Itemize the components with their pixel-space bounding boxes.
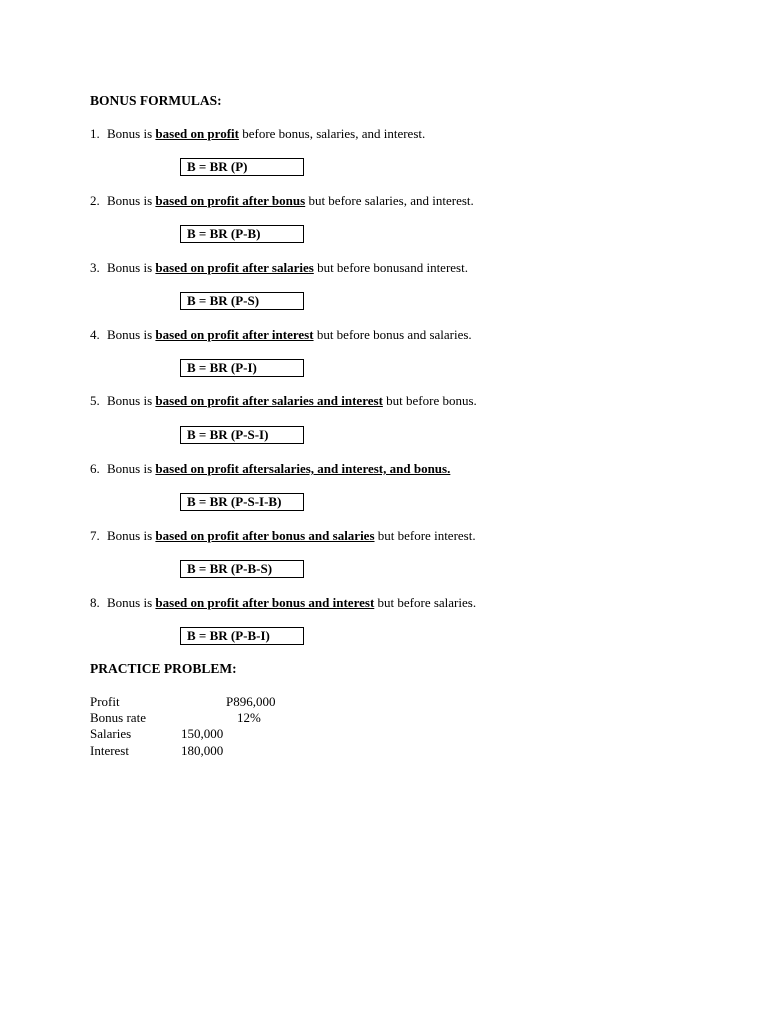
item-suffix: but before bonus. xyxy=(382,393,477,408)
item-prefix: Bonus is xyxy=(107,126,156,141)
formula-item-5 xyxy=(90,393,477,409)
item-basis: based on profit xyxy=(155,126,239,141)
practice-label: Profit xyxy=(90,694,120,709)
formula-item-1 xyxy=(90,126,425,142)
item-basis: based on profit after bonus xyxy=(155,193,306,208)
item-prefix: Bonus is xyxy=(107,393,156,408)
item-number: 4. xyxy=(90,327,100,342)
formula-box-1: B = BR (P) xyxy=(180,158,304,176)
item-prefix: Bonus is xyxy=(107,595,156,610)
formula-item-6 xyxy=(90,461,450,477)
item-basis: based on profit after salaries xyxy=(155,260,314,275)
item-number: 8. xyxy=(90,595,100,610)
formula-box-8: B = BR (P-B-I) xyxy=(180,627,304,645)
formula-box-7: B = BR (P-B-S) xyxy=(180,560,304,578)
item-basis: based on profit after bonus and salaries xyxy=(155,528,375,543)
item-number: 2. xyxy=(90,193,100,208)
formula-item-2 xyxy=(90,193,474,209)
practice-label: Interest xyxy=(90,743,129,758)
item-number: 7. xyxy=(90,528,100,543)
item-prefix: Bonus is xyxy=(107,193,156,208)
practice-value: 12% xyxy=(237,710,261,725)
item-prefix: Bonus is xyxy=(107,260,156,275)
item-suffix: but before bonusand interest. xyxy=(313,260,468,275)
item-basis: based on profit aftersalaries, and interest, and bonus. xyxy=(155,461,451,476)
practice-label: Salaries xyxy=(90,726,132,741)
item-basis: based on profit after bonus and interest xyxy=(155,595,375,610)
item-prefix: Bonus is xyxy=(107,327,156,342)
formula-item-3 xyxy=(90,260,468,276)
item-number: 3. xyxy=(90,260,100,275)
formula-box-2: B = BR (P-B) xyxy=(180,225,304,243)
formula-box-3: B = BR (P-S) xyxy=(180,292,304,310)
item-number: 5. xyxy=(90,393,100,408)
item-basis: based on profit after interest xyxy=(155,327,314,342)
practice-problem-heading: PRACTICE PROBLEM: xyxy=(90,661,237,676)
formula-box-5: B = BR (P-S-I) xyxy=(180,426,304,444)
item-prefix: Bonus is xyxy=(107,528,156,543)
bonus-formulas-heading: BONUS FORMULAS: xyxy=(90,93,222,108)
formula-box-4: B = BR (P-I) xyxy=(180,359,304,377)
item-suffix: but before bonus and salaries. xyxy=(313,327,472,342)
item-prefix: Bonus is xyxy=(107,461,156,476)
item-suffix: but before salaries, and interest. xyxy=(305,193,474,208)
item-number: 1. xyxy=(90,126,100,141)
practice-value: 180,000 xyxy=(181,743,224,758)
formula-box-6: B = BR (P-S-I-B) xyxy=(180,493,304,511)
practice-label: Bonus rate xyxy=(90,710,146,725)
item-suffix: but before salaries. xyxy=(374,595,477,610)
formula-item-7 xyxy=(90,528,476,544)
practice-value: P896,000 xyxy=(226,694,276,709)
item-suffix: before bonus, salaries, and interest. xyxy=(238,126,426,141)
practice-value: 150,000 xyxy=(181,726,224,741)
item-suffix: but before interest. xyxy=(374,528,476,543)
item-number: 6. xyxy=(90,461,100,476)
item-basis: based on profit after salaries and interest xyxy=(155,393,383,408)
formula-item-4 xyxy=(90,327,472,343)
formula-item-8 xyxy=(90,595,476,611)
